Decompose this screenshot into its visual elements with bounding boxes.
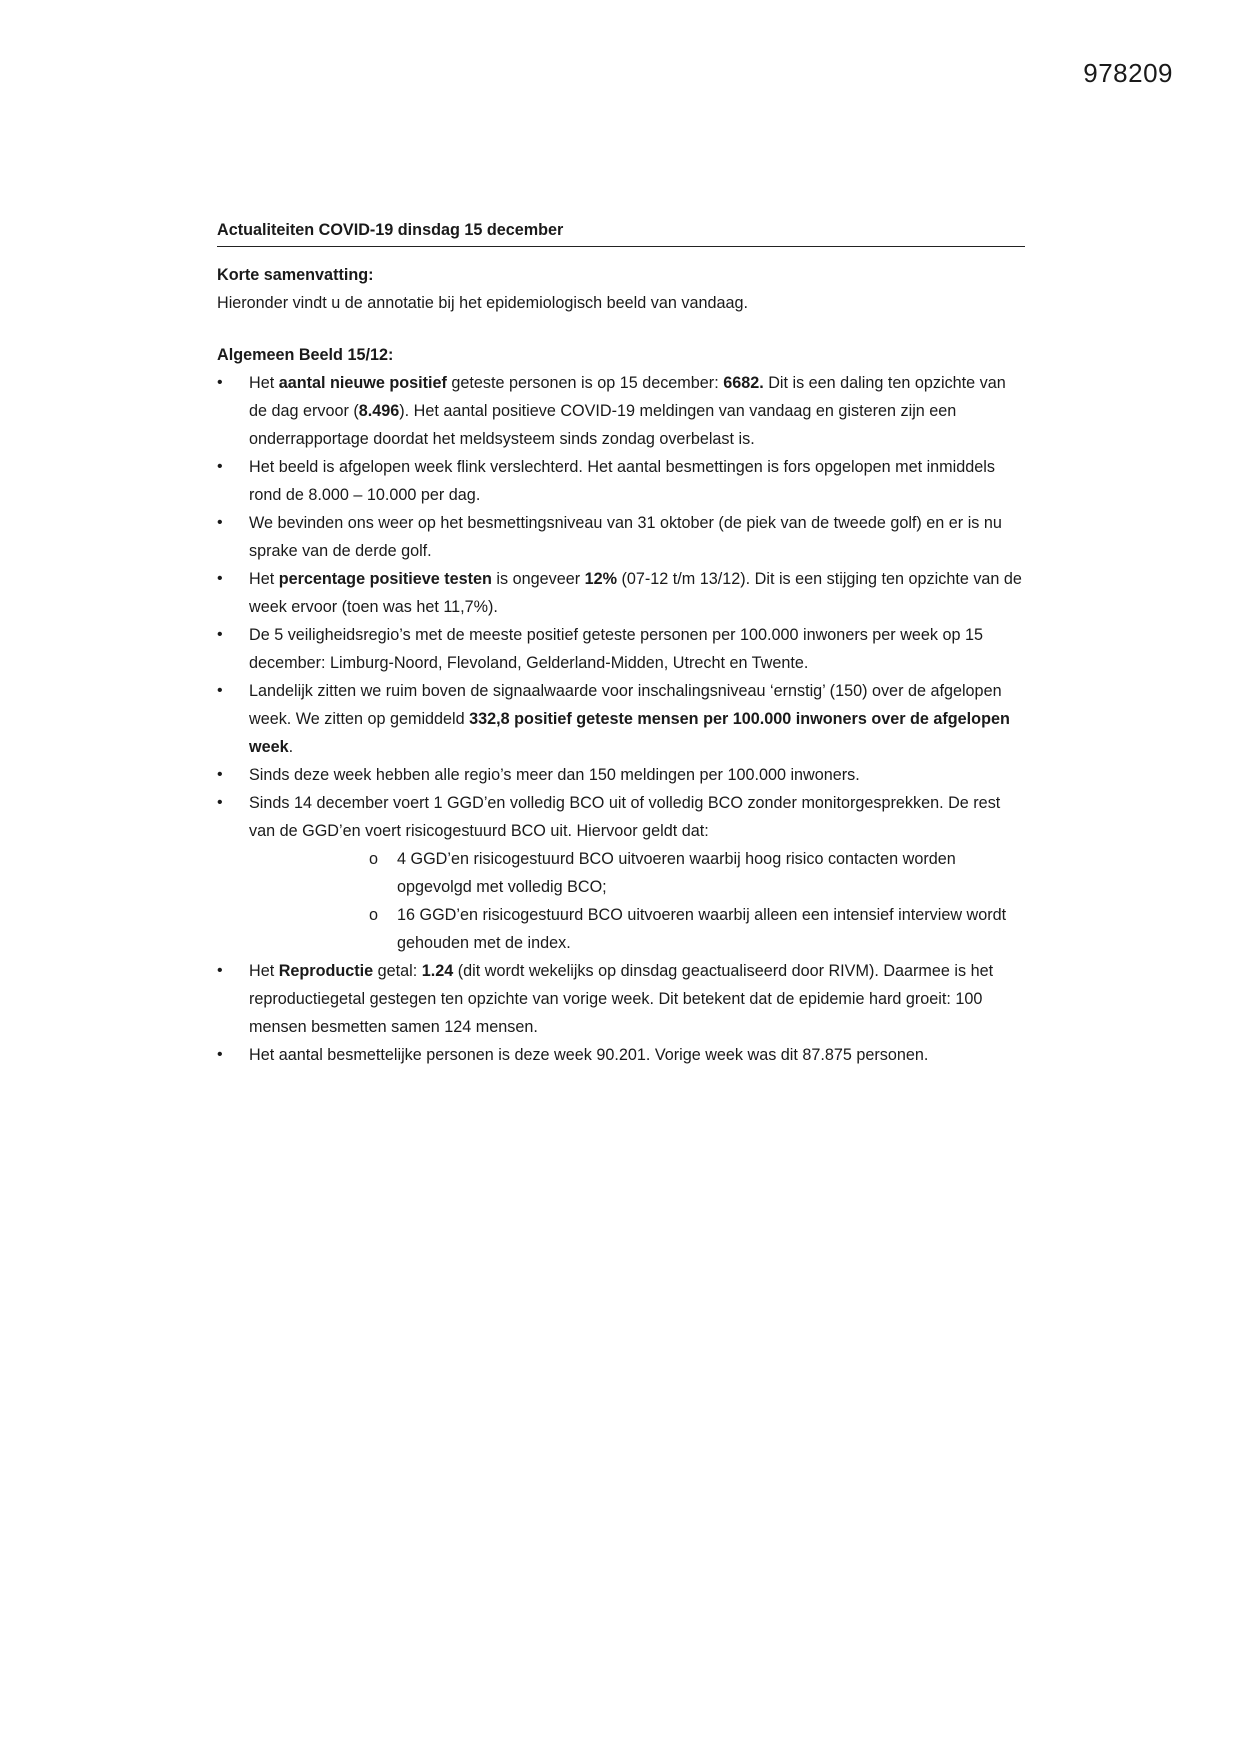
spacer	[217, 317, 1025, 341]
text-run: 16 GGD’en risicogestuurd BCO uitvoeren waarbij alleen een intensief interview wordt gehouden met de index.	[397, 906, 1007, 952]
sub-list	[249, 845, 1025, 957]
bold-run: 8.496	[358, 402, 400, 420]
summary-heading: Korte samenvatting:	[217, 266, 374, 284]
text-run: Landelijk zitten we ruim boven de signaalwaarde voor inschalingsniveau ‘ernstig’ (150) over de afgelopen week. We zitten op gemiddeld	[249, 682, 1002, 728]
text-run: De 5 veiligheidsregio’s met de meeste positief geteste personen per 100.000 inwoners per week op 15 december: Limburg-Noord, Flevoland, Gelderland-Midden, Utrecht en Twente.	[249, 626, 983, 672]
text-run: Het	[249, 374, 279, 392]
sub-list-item	[369, 845, 1025, 901]
bold-run: percentage positieve testen	[278, 570, 492, 588]
text-run: (dit wordt wekelijks op dinsdag geactualiseerd door RIVM). Daarmee is het reproductiegetal gestegen ten opzichte van vorige week. Dit betekent dat de epidemie hard groeit: 100 mensen besmetten samen 124 mensen.	[249, 962, 994, 1036]
document-number: 978209	[1083, 58, 1173, 88]
bold-run: Reproductie	[278, 962, 374, 980]
text-run: ). Het aantal positieve COVID-19 meldingen van vandaag en gisteren zijn een onderrapportage doordat het meldsysteem sinds zondag overbelast is.	[249, 402, 957, 448]
text-run: Het	[249, 570, 279, 588]
text-run: Het	[249, 962, 279, 980]
list-item	[217, 509, 1025, 565]
bold-run: 332,8 positief geteste mensen per 100.000 inwoners over de afgelopen week	[249, 710, 1010, 756]
text-run: We bevinden ons weer op het besmettingsniveau van 31 oktober (de piek van de tweede golf) en er is nu sprake van de derde golf.	[249, 514, 1002, 560]
list-item	[217, 621, 1025, 677]
text-run: is ongeveer	[491, 570, 585, 588]
document-title: Actualiteiten COVID-19 dinsdag 15 december	[217, 216, 1025, 247]
summary-text: Hieronder vindt u de annotatie bij het epidemiologisch beeld van vandaag.	[217, 294, 748, 312]
list-item	[217, 453, 1025, 509]
general-heading: Algemeen Beeld 15/12:	[217, 346, 394, 364]
text-run: (07-12 t/m 13/12). Dit is een stijging ten opzichte van de week ervoor (toen was het 11,7%).	[249, 570, 1022, 616]
text-run: Het aantal besmettelijke personen is deze week 90.201. Vorige week was dit 87.875 personen.	[249, 1046, 929, 1064]
bold-run: aantal nieuwe positief	[278, 374, 447, 392]
text-run: geteste personen is op 15 december:	[446, 374, 724, 392]
bold-run: 6682.	[723, 374, 764, 392]
list-item	[217, 369, 1025, 453]
list-item	[217, 1041, 1025, 1069]
text-run: Sinds deze week hebben alle regio’s meer dan 150 meldingen per 100.000 inwoners.	[249, 766, 860, 784]
list-item	[217, 677, 1025, 761]
bold-run: 1.24	[421, 962, 454, 980]
text-run: Het beeld is afgelopen week flink verslechterd. Het aantal besmettingen is fors opgelopen met inmiddels rond de 8.000 – 10.000 per dag.	[249, 458, 995, 504]
text-run: 4 GGD’en risicogestuurd BCO uitvoeren waarbij hoog risico contacten worden opgevolgd met volledig BCO;	[397, 850, 956, 896]
text-run: .	[288, 738, 294, 756]
list-item	[217, 761, 1025, 789]
text-run: Dit is een daling ten opzichte van de dag ervoor (	[249, 374, 1006, 420]
bold-run: 12%	[584, 570, 618, 588]
text-run: Sinds 14 december voert 1 GGD’en volledig BCO uit of volledig BCO zonder monitorgesprekken. De rest van de GGD’en voert risicogestuurd BCO uit. Hiervoor geldt dat:	[249, 794, 1001, 840]
sub-list-item	[369, 901, 1025, 957]
list-item	[217, 565, 1025, 621]
list-item	[217, 789, 1025, 957]
document-body	[217, 216, 1025, 1069]
general-bullet-list	[217, 369, 1025, 1069]
text-run: getal:	[373, 962, 422, 980]
list-item	[217, 957, 1025, 1041]
